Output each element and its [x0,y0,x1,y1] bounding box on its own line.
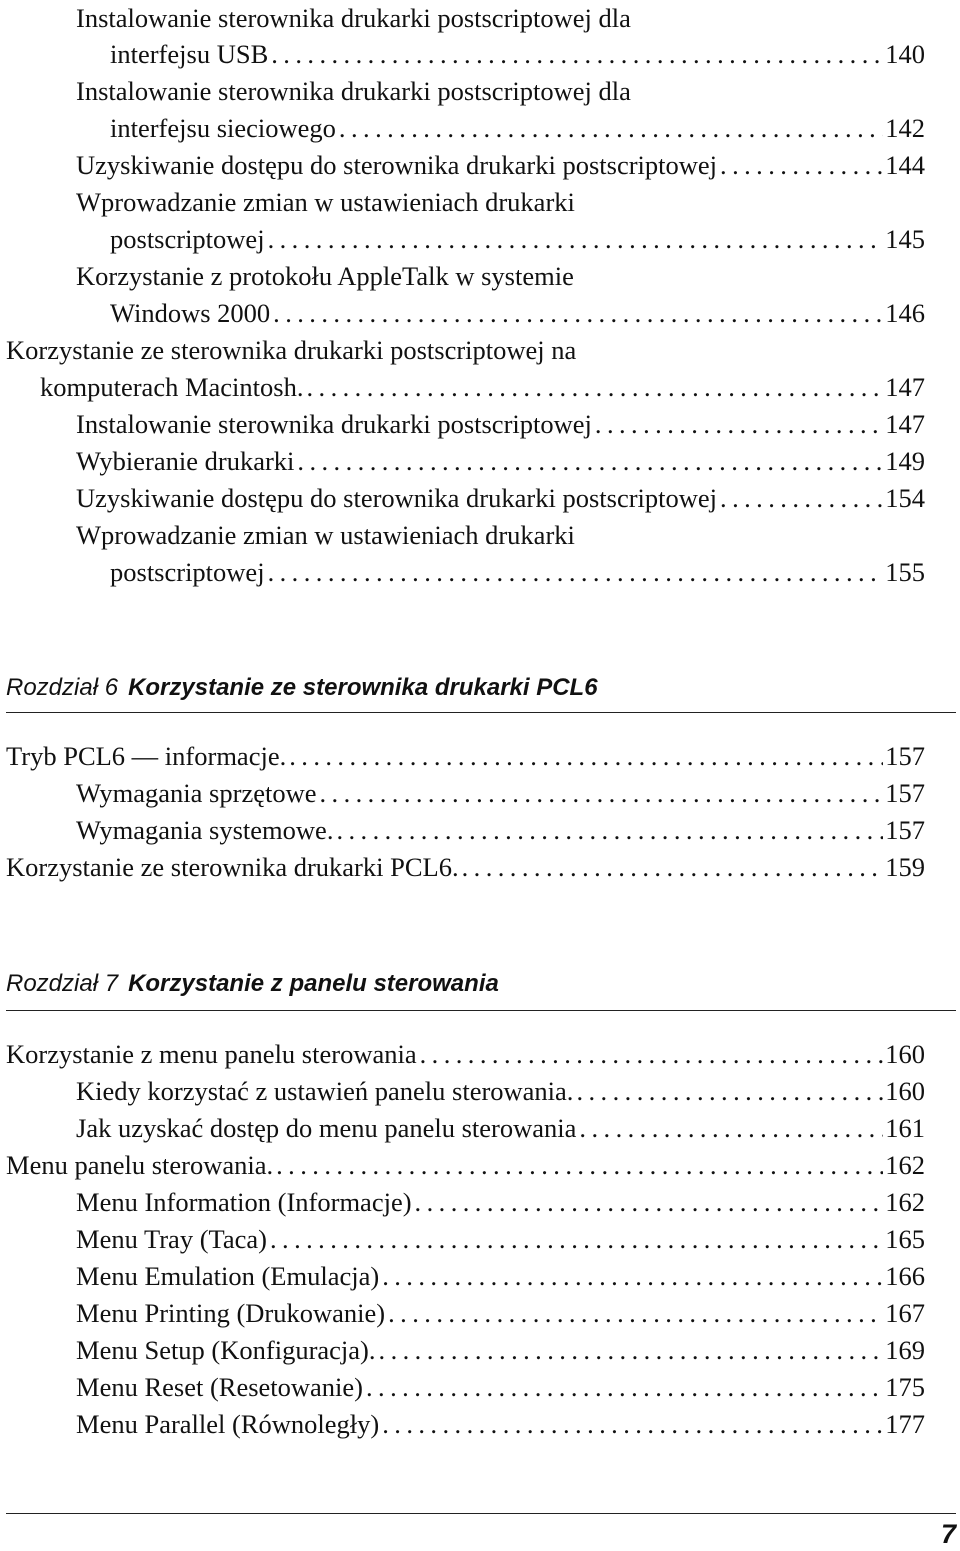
toc-entry-text: interfejsu USB [110,39,269,69]
toc-entry [6,1036,925,1073]
chapter-label: Rozdział 7 [6,970,119,997]
dot-leader [720,147,883,184]
toc-entry-text: Menu panelu sterowania. [6,1150,274,1180]
toc-entry [76,1369,925,1406]
toc-page-number: 169 [885,1335,925,1365]
dot-leader [382,1258,883,1295]
toc-entry [76,1221,925,1258]
dot-leader [595,406,883,443]
toc-entry-text: interfejsu sieciowego [110,113,336,143]
toc-entry-text: Windows 2000 [110,298,271,328]
toc-entry [6,849,925,886]
chapter-divider [6,1010,956,1011]
toc-entry-text: Menu Emulation (Emulacja) [76,1261,380,1291]
toc-entry [76,812,925,849]
toc-entry-text: Menu Printing (Drukowanie) [76,1298,386,1328]
toc-page-number: 162 [885,1150,925,1180]
toc-entry-text: postscriptowej [110,557,265,587]
dot-leader [319,775,883,812]
dot-leader [420,1036,884,1073]
footer-divider [6,1513,956,1514]
toc-page-number: 157 [885,741,925,771]
toc-entry [76,147,925,184]
toc-page-number: 146 [885,298,925,328]
dot-leader [339,110,883,147]
dot-leader [306,369,883,406]
dot-leader [268,554,884,591]
toc-entry [76,1295,925,1332]
toc-entry-text: Menu Setup (Konfiguracja). [76,1335,376,1365]
chapter-title: Korzystanie z panelu sterowania [128,970,499,997]
dot-leader [271,36,883,73]
toc-entry-text: komputerach Macintosh. [40,372,304,402]
toc-entry-text: Tryb PCL6 — informacje. [6,741,287,771]
dot-leader [388,1295,883,1332]
toc-entry [6,1147,925,1184]
dot-leader [462,849,884,886]
toc-page-number: 147 [885,409,925,439]
chapter-title: Korzystanie ze sterownika drukarki PCL6 [128,674,598,701]
dot-leader [382,1406,883,1443]
toc-entry-text: Wymagania systemowe. [76,815,334,845]
toc-entry-text: Korzystanie ze sterownika drukarki PCL6. [6,852,459,882]
dot-leader [276,1147,883,1184]
toc-entry-line: Korzystanie z protokołu AppleTalk w systemie [76,261,574,291]
toc-page-number: 157 [885,815,925,845]
page-number: 7 [940,1519,956,1549]
dot-leader [297,443,883,480]
dot-leader [379,1332,884,1369]
toc-page-number: 175 [885,1372,925,1402]
toc-page-number: 165 [885,1224,925,1254]
toc-page-number: 160 [885,1076,925,1106]
toc-page-number: 154 [885,483,925,513]
toc-entry [76,1258,925,1295]
toc-entry-line: Wprowadzanie zmian w ustawieniach drukarki [76,187,575,217]
toc-entry-text: Jak uzyskać dostęp do menu panelu sterowania [76,1113,577,1143]
toc-entry-text: postscriptowej [110,224,265,254]
toc-page-number: 166 [885,1261,925,1291]
toc-entry-text: Menu Tray (Taca) [76,1224,267,1254]
toc-entry [76,1332,925,1369]
dot-leader [289,738,883,775]
toc-entry-text: Instalowanie sterownika drukarki postscriptowej [76,409,592,439]
toc-entry-text: Menu Reset (Resetowanie) [76,1372,363,1402]
toc-entry [76,1406,925,1443]
toc-entry-line: Instalowanie sterownika drukarki postscriptowej dla [76,76,631,106]
toc-entry-text: Menu Parallel (Równoległy) [76,1409,380,1439]
chapter-heading [6,674,598,702]
toc-page-number: 162 [885,1187,925,1217]
toc-page-number: 142 [885,113,925,143]
toc-entry-text: Korzystanie z menu panelu sterowania [6,1039,417,1069]
toc-entry [76,443,925,480]
toc-entry [76,480,925,517]
toc-page-number: 177 [885,1409,925,1439]
chapter-heading [6,970,499,998]
dot-leader [270,1221,883,1258]
dot-leader [720,480,883,517]
toc-entry [40,369,925,406]
toc-page-number: 140 [885,39,925,69]
toc-entry [76,775,925,812]
toc-entry [6,738,925,775]
chapter-divider [6,712,956,713]
toc-entry-text: Kiedy korzystać z ustawień panelu sterowania. [76,1076,574,1106]
toc-page-number: 161 [885,1113,925,1143]
toc-entry-line: Wprowadzanie zmian w ustawieniach drukarki [76,520,575,550]
toc-page-number: 160 [885,1039,925,1069]
toc-entry [110,295,925,332]
toc-entry [110,36,925,73]
toc-page-number: 144 [885,150,925,180]
toc-entry [76,406,925,443]
toc-page-number: 157 [885,778,925,808]
dot-leader [576,1073,883,1110]
toc-page-number: 155 [885,557,925,587]
toc-entry-text: Wybieranie drukarki [76,446,295,476]
dot-leader [273,295,883,332]
toc-entry [110,110,925,147]
toc-entry [76,1110,925,1147]
toc-page-number: 167 [885,1298,925,1328]
toc-entry [110,554,925,591]
toc-entry-line: Korzystanie ze sterownika drukarki postscriptowej na [6,335,577,365]
toc-entry-text: Menu Information (Informacje) [76,1187,412,1217]
dot-leader [336,812,883,849]
toc-entry-text: Uzyskiwanie dostępu do sterownika drukarki postscriptowej [76,483,718,513]
toc-entry [76,1184,925,1221]
dot-leader [415,1184,884,1221]
toc-entry [110,221,925,258]
toc-entry-text: Uzyskiwanie dostępu do sterownika drukarki postscriptowej [76,150,718,180]
toc-entry-line: Instalowanie sterownika drukarki postscriptowej dla [76,3,631,33]
chapter-label: Rozdział 6 [6,674,119,701]
toc-entry [76,1073,925,1110]
toc-page-number: 159 [885,852,925,882]
dot-leader [366,1369,883,1406]
toc-page-number: 147 [885,372,925,402]
dot-leader [579,1110,883,1147]
dot-leader [268,221,884,258]
toc-page-number: 149 [885,446,925,476]
toc-entry-text: Wymagania sprzętowe [76,778,317,808]
toc-page-number: 145 [885,224,925,254]
